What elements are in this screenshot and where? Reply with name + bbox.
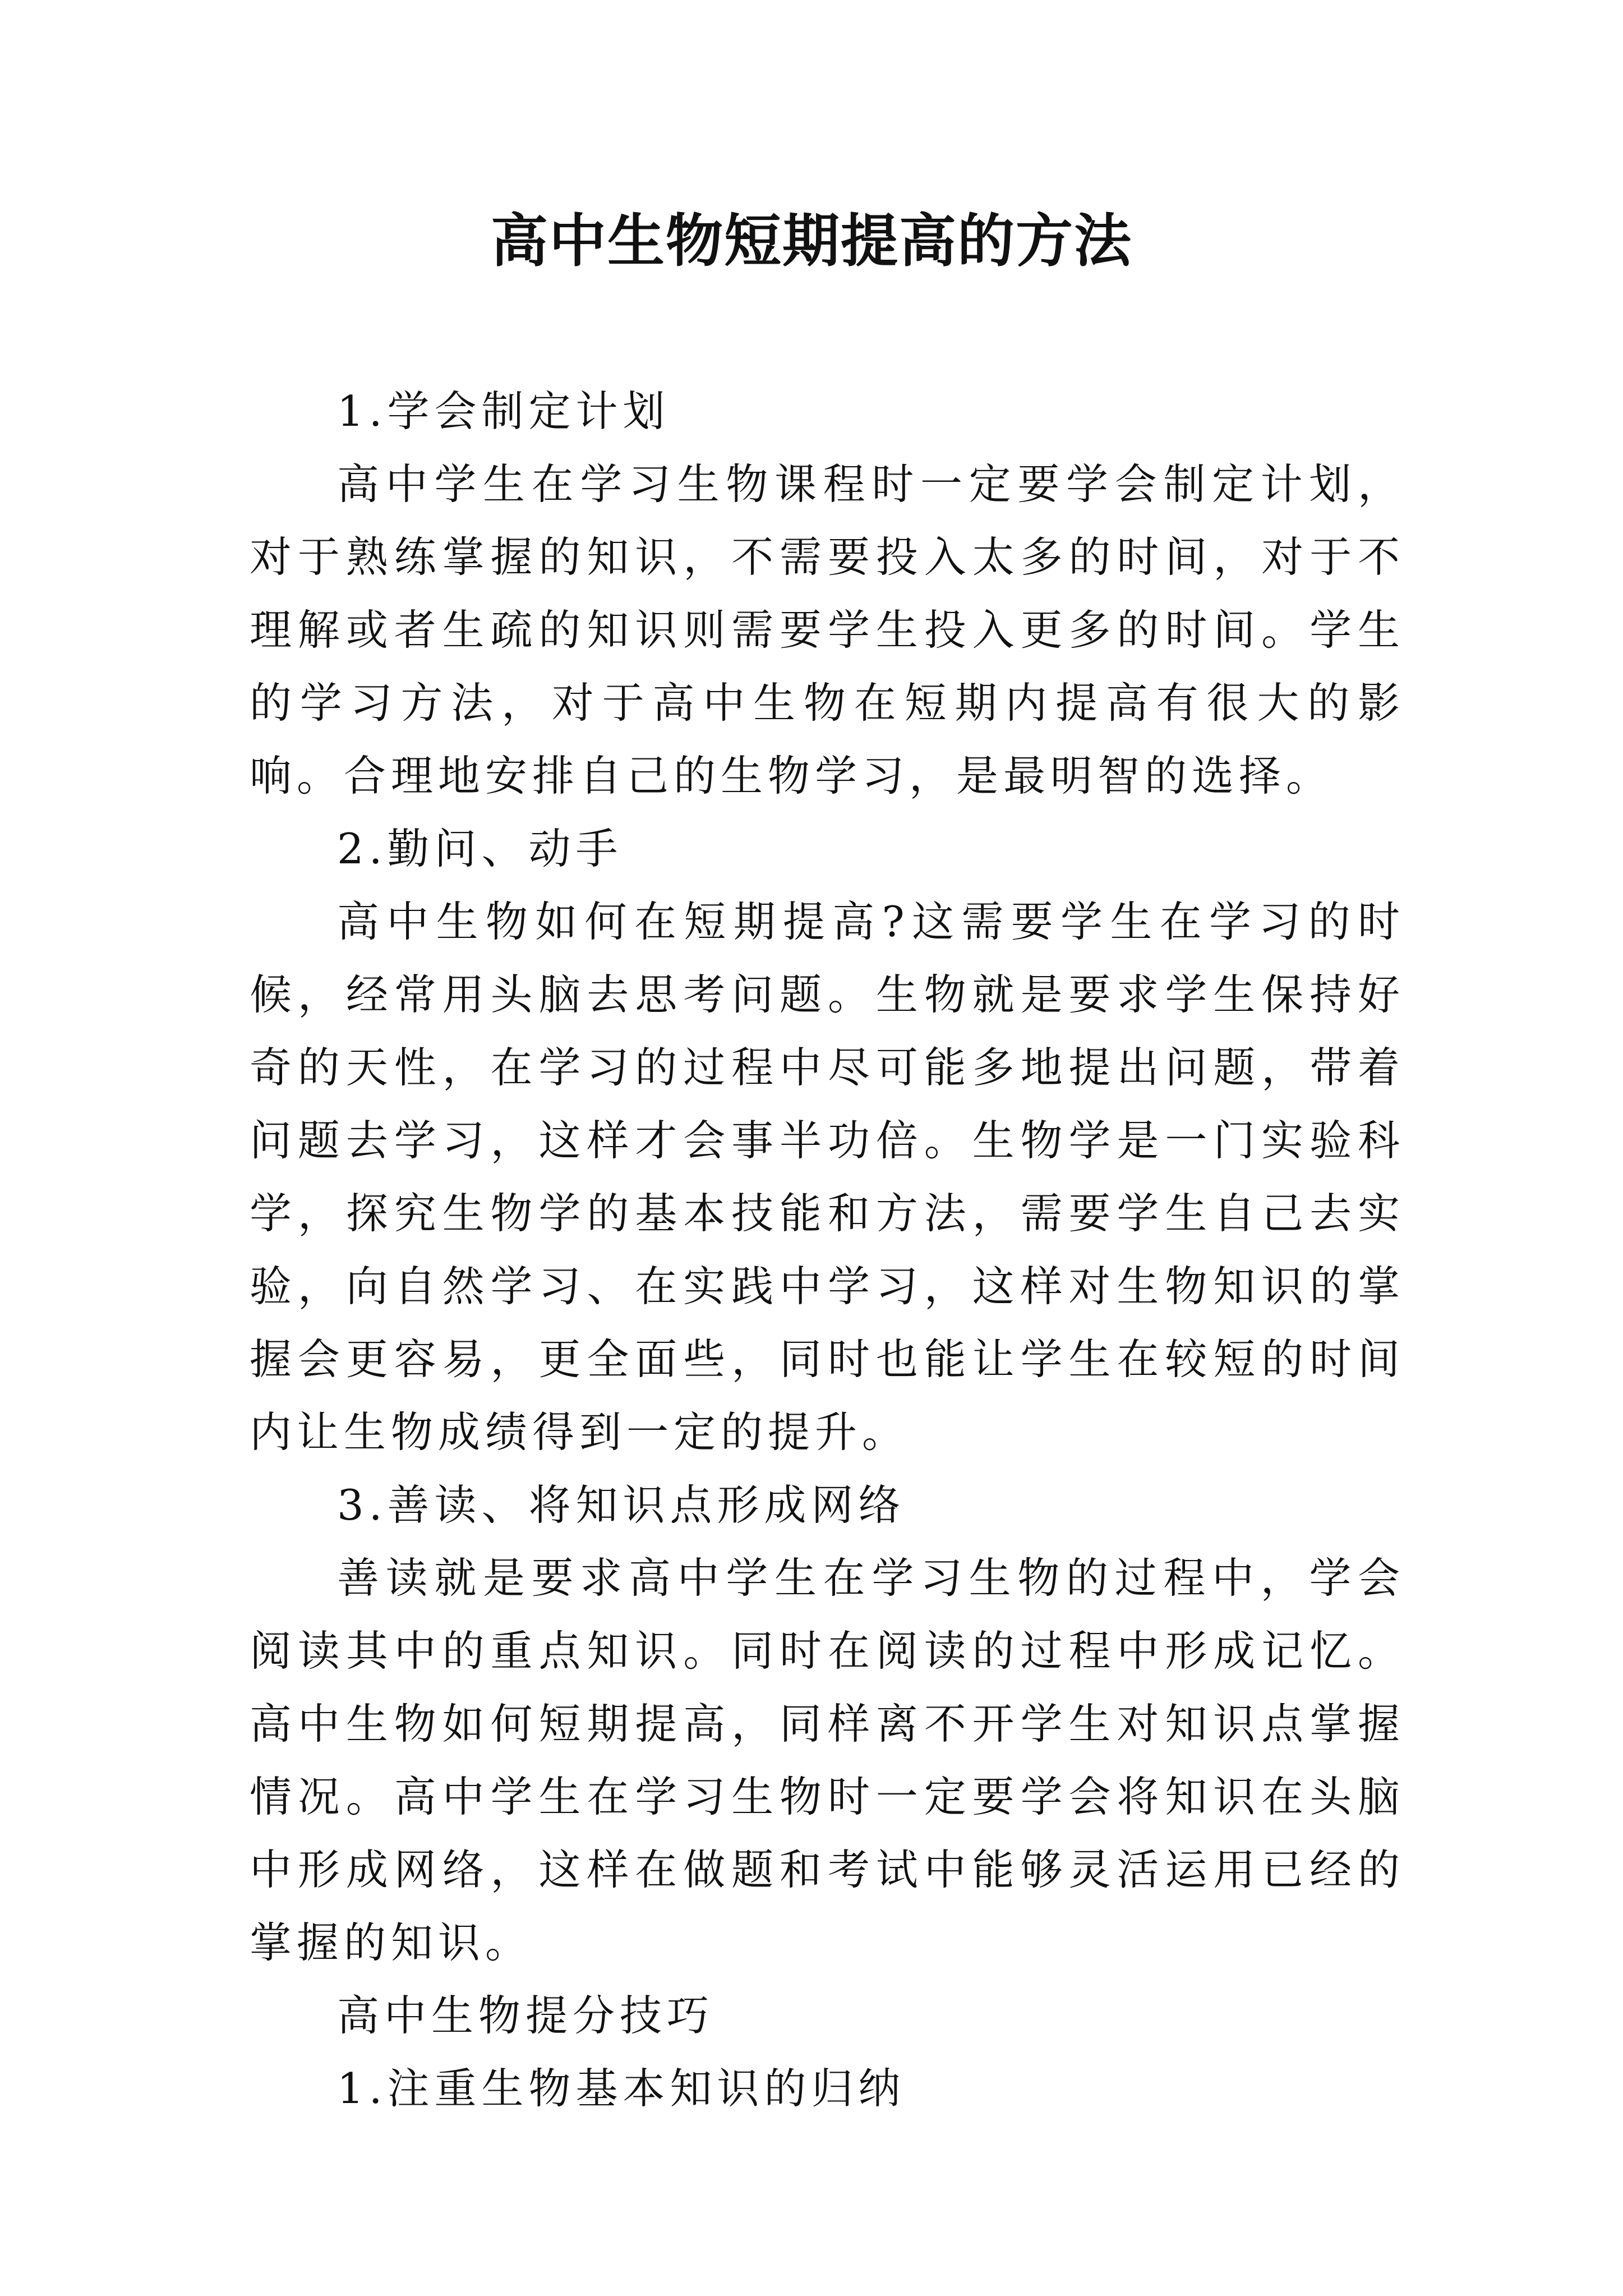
section-heading-read: 3.善读、将知识点形成网络 (337, 1480, 906, 1530)
section-heading-ask: 2.勤问、动手 (337, 824, 623, 873)
paragraph-read: 善读就是要求高中学生在学习生物的过程中，学会阅读其中的重点知识。同时在阅读的过程中形成记忆。高中生物如何短期提高，同样离不开学生对知识点掌握情况。高中学生在学习生物时一定要学会将知识在头脑中形成网络，这样在做题和考试中能够灵活运用已经的掌握的知识。 (250, 1553, 1405, 1967)
document-body (250, 375, 1405, 2125)
paragraph-ask: 高中生物如何在短期提高?这需要学生在学习的时候，经常用头脑去思考问题。生物就是要求学生保持好奇的天性，在学习的过程中尽可能多地提出问题，带着问题去学习，这样才会事半功倍。生物学是一门实验科学，探究生物学的基本技能和方法，需要学生自己去实验，向自然学习、在实践中学习，这样对生物知识的掌握会更容易，更全面些，同时也能让学生在较短的时间内让生物成绩得到一定的提升。 (250, 897, 1405, 1457)
section-heading-summary: 1.注重生物基本知识的归纳 (337, 2064, 906, 2113)
section-heading-plan: 1.学会制定计划 (337, 386, 670, 436)
document-title: 高中生物短期提高的方法 (491, 208, 1132, 275)
section-heading-tips: 高中生物提分技巧 (337, 1991, 714, 2040)
paragraph-plan: 高中学生在学习生物课程时一定要学会制定计划，对于熟练掌握的知识，不需要投入太多的时间，对于不理解或者生疏的知识则需要学生投入更多的时间。学生的学习方法，对于高中生物在短期内提高有很大的影响。合理地安排自己的生物学习，是最明智的选择。 (250, 459, 1405, 800)
